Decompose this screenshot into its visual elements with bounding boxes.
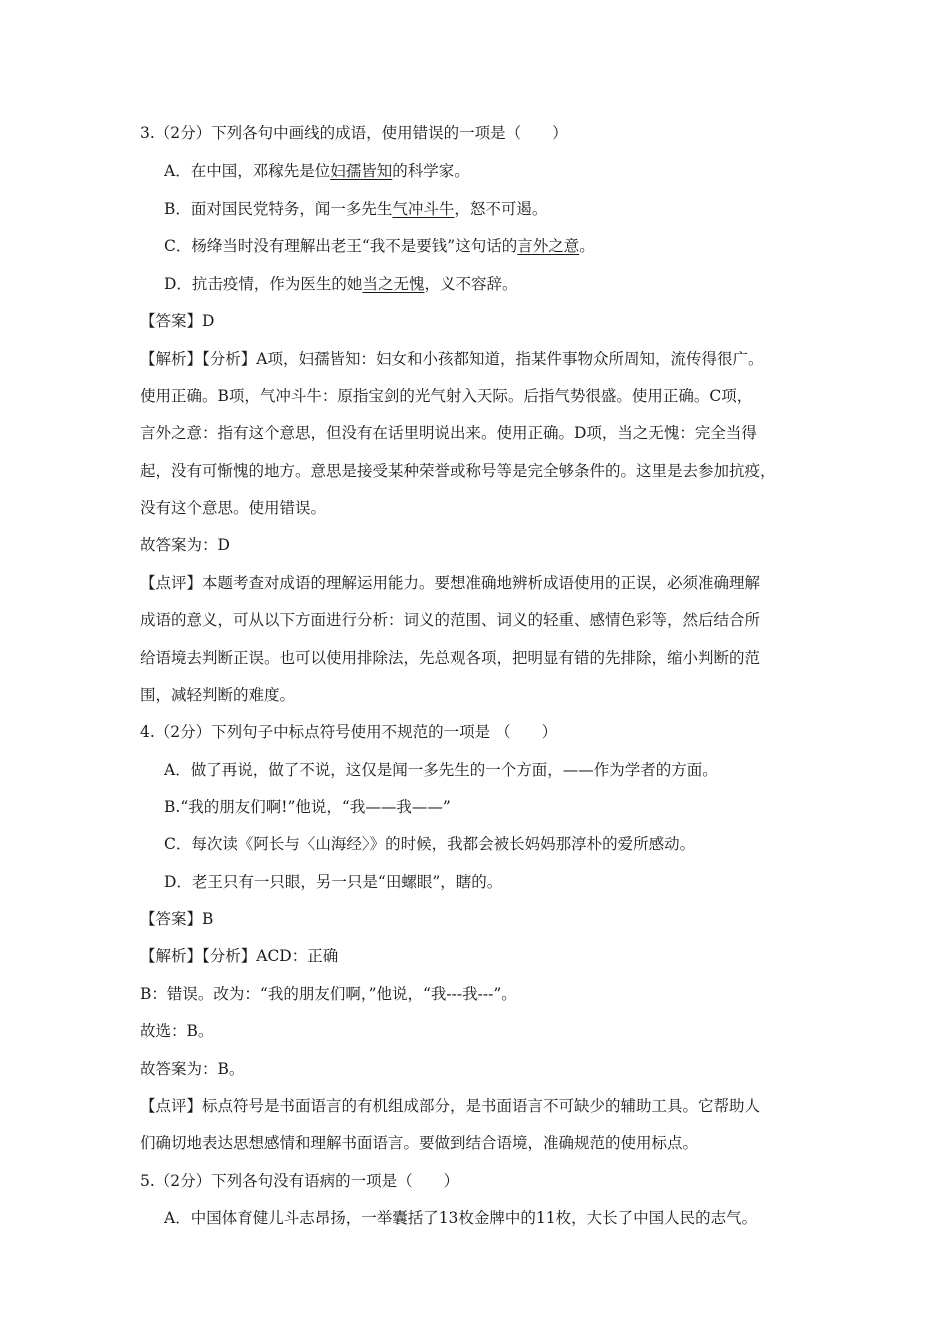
- option-text: C．杨绛当时没有理解出老王“我不是要钱”这句话的: [164, 237, 518, 255]
- q3-analysis-line-5: 没有这个意思。使用错误。: [140, 499, 327, 517]
- underlined-idiom: 言外之意: [517, 237, 580, 255]
- underlined-idiom: 当之无愧: [362, 275, 425, 293]
- q3-option-b: [164, 197, 844, 221]
- q4-analysis-line-1: 【解析】【分析】ACD：正确: [140, 947, 339, 965]
- q4-option-b: B.“我的朋友们啊!”他说，“我——我——”: [164, 798, 451, 816]
- q4-answer: 【答案】B: [140, 910, 214, 928]
- option-text: 。: [579, 237, 595, 255]
- q3-comment-line-2: 成语的意义，可从以下方面进行分析：词义的范围、词义的轻重、感情色彩等，然后结合所: [140, 611, 761, 629]
- q3-analysis-line-3: 言外之意：指有这个意思，但没有在话里明说出来。使用正确。D项，当之无愧：完全当得: [140, 424, 757, 442]
- q5-option-a: A．中国体育健儿斗志昂扬，一举囊括了13枚金牌中的11枚，大长了中国人民的志气。: [164, 1209, 758, 1227]
- q4-analysis-line-3: 故选：B。: [140, 1022, 214, 1040]
- q4-option-a: A．做了再说，做了不说，这仅是闻一多先生的一个方面，——作为学者的方面。: [164, 761, 718, 779]
- q3-analysis-line-2: 使用正确。B项，气冲斗牛：原指宝剑的光气射入天际。后指气势很盛。使用正确。C项，: [140, 387, 753, 405]
- option-text: 的科学家。: [392, 162, 470, 180]
- q4-option-c: C．每次读《阿长与〈山海经〉》的时候，我都会被长妈妈那淳朴的爱所感动。: [164, 835, 696, 853]
- q3-option-c: [164, 234, 844, 258]
- q3-comment-line-4: 围，减轻判断的难度。: [140, 686, 296, 704]
- underlined-idiom: 气冲斗牛: [392, 200, 455, 218]
- q4-final-answer: 故答案为：B。: [140, 1060, 245, 1078]
- q5-stem: 5.（2分）下列各句没有语病的一项是（ ）: [140, 1172, 460, 1190]
- q3-answer: 【答案】D: [140, 312, 215, 330]
- q3-comment-line-1: 【点评】本题考查对成语的理解运用能力。要想准确地辨析成语使用的正误，必须准确理解: [140, 574, 761, 592]
- q4-comment-line-2: 们确切地表达思想感情和理解书面语言。要做到结合语境，准确规范的使用标点。: [140, 1134, 699, 1152]
- q4-comment-line-1: 【点评】标点符号是书面语言的有机组成部分，是书面语言不可缺少的辅助工具。它帮助人: [140, 1097, 761, 1115]
- q3-final-answer: 故答案为：D: [140, 536, 230, 554]
- q3-comment-line-3: 给语境去判断正误。也可以使用排除法，先总观各项，把明显有错的先排除，缩小判断的范: [140, 649, 761, 667]
- q4-analysis-line-2: B：错误。改为：“我的朋友们啊，”他说，“我---我---”。: [140, 985, 517, 1003]
- q3-analysis-line-4: 起，没有可惭愧的地方。意思是接受某种荣誉或称号等是完全够条件的。这里是去参加抗疫，: [140, 462, 776, 480]
- option-text: D．抗击疫情，作为医生的她: [164, 275, 363, 293]
- q4-option-d: D．老王只有一只眼，另一只是“田螺眼”，瞎的。: [164, 873, 503, 891]
- option-text: B．面对国民党特务，闻一多先生: [164, 200, 393, 218]
- option-text: ，义不容辞。: [424, 275, 518, 293]
- option-text: A．在中国，邓稼先是位: [164, 162, 331, 180]
- q3-option-d: [164, 272, 844, 296]
- q3-stem: 3.（2分）下列各句中画线的成语，使用错误的一项是（ ）: [140, 124, 568, 142]
- underlined-idiom: 妇孺皆知: [330, 162, 393, 180]
- q3-analysis-line-1: 【解析】【分析】A项，妇孺皆知：妇女和小孩都知道，指某件事物众所周知，流传得很广。: [140, 350, 764, 368]
- q4-stem: 4.（2分）下列句子中标点符号使用不规范的一项是 （ ）: [140, 723, 558, 741]
- q3-option-a: [164, 159, 844, 183]
- option-text: ，怒不可遏。: [454, 200, 548, 218]
